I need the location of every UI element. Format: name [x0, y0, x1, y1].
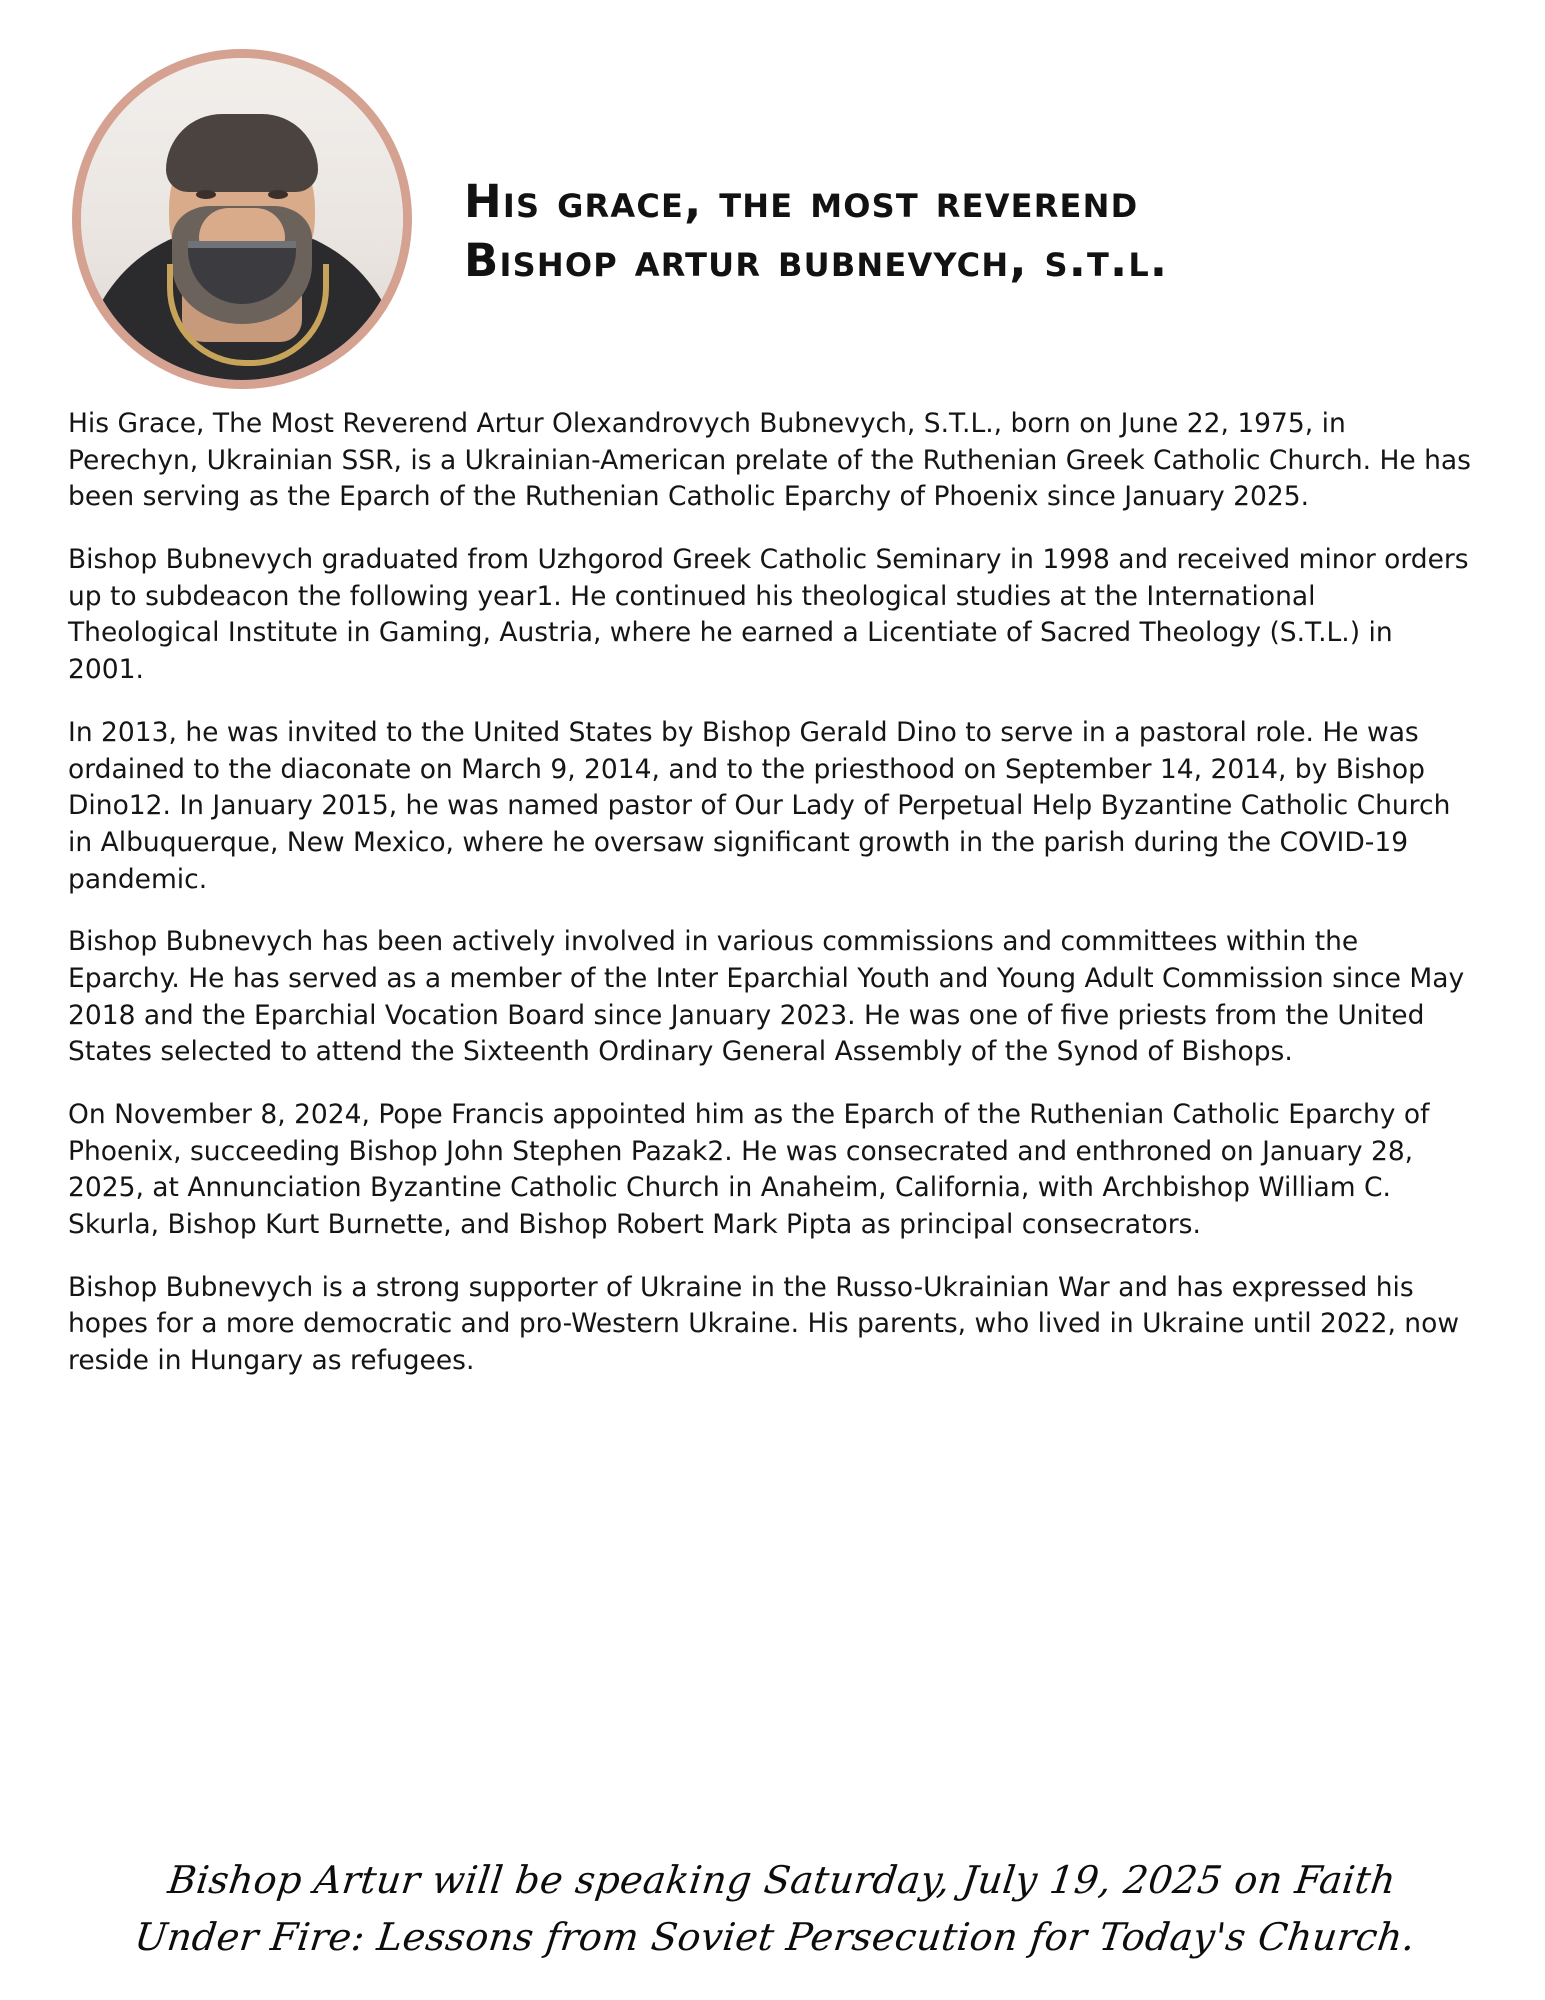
biography-body [62, 406, 1483, 1380]
portrait-brow-right [264, 176, 292, 183]
portrait-eye-left [196, 190, 216, 199]
speaking-note-line-2: Under Fire: Lessons from Soviet Persecution for Today's Church. [132, 1915, 1418, 1959]
page-title-line-2: Bishop artur bubnevych, s.t.l. [464, 234, 1169, 287]
paragraph-2: Bishop Bubnevych graduated from Uzhgorod Greek Catholic Seminary in 1998 and received minor orders up to subdeacon the following year1. He continued his theological studies at the International Theological Institute in Gaming, Austria, where he earned a Licentiate of Sacred Theology (S.T.L.) in 2001. [68, 544, 1469, 686]
paragraph-5: On November 8, 2024, Pope Francis appointed him as the Eparch of the Ruthenian Catholic Eparchy of Phoenix, succeeding Bishop John Stephen Pazak2. He was consecrated and enthroned on January 28, 2025, at Annunciation Byzantine Catholic Church in Anaheim, California, with Archbishop William C. Skurla, Bishop Kurt Burnette, and Bishop Robert Mark Pipta as principal consecrators. [68, 1099, 1430, 1241]
portrait-photo [72, 49, 412, 389]
paragraph-6: Bishop Bubnevych is a strong supporter of Ukraine in the Russo-Ukrainian War and has expressed his hopes for a more democratic and pro-Western Ukraine. His parents, who lived in Ukraine until 2022, now reside in Hungary as refugees. [68, 1271, 1459, 1377]
portrait-hair [166, 114, 318, 192]
page-title-line-1: His grace, the most reverend [464, 174, 1139, 228]
portrait-brow-left [192, 176, 220, 183]
avatar [72, 49, 412, 389]
page-title [434, 148, 1483, 291]
paragraph-1: His Grace, The Most Reverend Artur Olexandrovych Bubnevych, S.T.L., born on June 22, 1975, in Perechyn, Ukrainian SSR, is a Ukrainian-American prelate of the Ruthenian Greek Catholic Church. He has been serving as the Eparch of the Ruthenian Catholic Eparchy of Phoenix since January 2025. [68, 408, 1471, 513]
paragraph-3: In 2013, he was invited to the United States by Bishop Gerald Dino to serve in a pastoral role. He was ordained to the diaconate on March 9, 2014, and to the priesthood on September 14, 2014, by Bishop Dino12. In January 2015, he was named pastor of Our Lady of Perpetual Help Byzantine Catholic Church in Albuquerque, New Mexico, where he oversaw significant growth in the parish during the COVID-19 pandemic. [68, 716, 1451, 895]
portrait-eye-right [268, 190, 288, 199]
document-header [62, 0, 1483, 400]
speaking-note-line-1: Bishop Artur will be speaking Saturday, July 19, 2025 on Faith [165, 1858, 1399, 1902]
speaking-engagement-note [63, 1852, 1494, 1966]
paragraph-4: Bishop Bubnevych has been actively involved in various commissions and committees within the Eparchy. He has served as a member of the Inter Eparchial Youth and Young Adult Commission since May 2018 and the Eparchial Vocation Board since January 2023. He was one of five priests from the United States selected to attend the Sixteenth Ordinary General Assembly of the Synod of Bishops. [68, 926, 1465, 1068]
